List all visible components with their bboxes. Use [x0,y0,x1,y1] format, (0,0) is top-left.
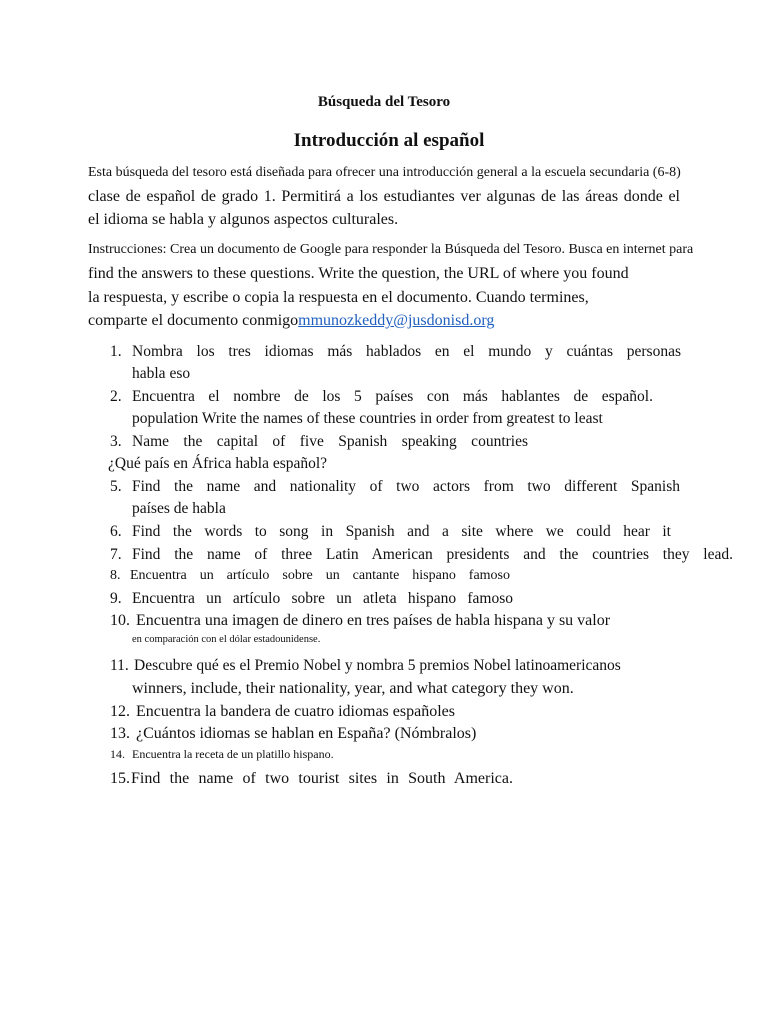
question-12-line-1: Encuentra la bandera de cuatro idiomas españoles [136,703,455,720]
question-8-number: 8. [110,568,121,583]
instructions-line-1: Instrucciones: Crea un documento de Google para responder la Búsqueda del Tesoro. Busca en internet para [88,242,694,257]
question-2-number: 2. [110,388,122,405]
question-13-number: 13. [110,725,130,742]
question-10-number: 10. [110,612,130,629]
question-10-line-1: Encuentra una imagen de dinero en tres países de habla hispana y su valor [136,612,611,629]
question-9-number: 9. [110,590,122,607]
question-3-number: 3. [110,433,122,450]
document-title: Búsqueda del Tesoro [317,94,451,110]
intro-line-1: Esta búsqueda del tesoro está diseñada para ofrecer una introducción general a la escuela secundaria (6-8) [88,165,681,180]
question-5-line-1: Find the name and nationality of two actors from two different Spanish [132,478,680,495]
question-5-line-2: países de habla [132,500,226,517]
question-14-number: 14. [110,747,125,761]
question-10-line-2: en comparación con el dólar estadounidense. [132,634,321,645]
question-5-number: 5. [110,478,122,495]
question-15-number: 15. [110,770,130,787]
question-3-line-1: Name the capital of five Spanish speaking countries [132,433,528,450]
email-link[interactable]: mmunozkeddy@jusdonisd.org [298,312,495,329]
question-1-number: 1. [110,343,122,360]
question-14-line-1: Encuentra la receta de un platillo hispano. [132,747,334,761]
question-8-line-1: Encuentra un artículo sobre un cantante hispano famoso [130,568,510,583]
document-subtitle: Introducción al español [293,130,485,151]
question-11-line-2: winners, include, their nationality, year, and what category they won. [132,680,574,697]
question-4-line-1: ¿Qué país en África habla español? [108,455,328,472]
question-7-line-1: Find the name of three Latin American presidents and the countries they lead. [132,546,733,563]
question-2-line-1: Encuentra el nombre de los 5 países con más hablantes de español. [132,388,653,405]
question-6-line-1: Find the words to song in Spanish and a site where we could hear it [132,523,671,540]
question-1-line-2: habla eso [132,365,191,382]
instructions-line-4 [88,312,494,330]
instructions-line-3: la respuesta, y escribe o copia la respuesta en el documento. Cuando termines, [88,289,589,306]
question-12-number: 12. [110,703,130,720]
question-9-line-1: Encuentra un artículo sobre un atleta hispano famoso [132,590,513,607]
question-11-line-1: Descubre qué es el Premio Nobel y nombra 5 premios Nobel latinoamericanos [134,657,621,674]
question-2-line-2: population Write the names of these countries in order from greatest to least [132,410,603,427]
question-13-line-1: ¿Cuántos idiomas se hablan en España? (Nómbralos) [136,725,477,742]
intro-line-3: el idioma se habla y algunos aspectos culturales. [88,211,399,228]
question-15-line-1: Find the name of two tourist sites in South America. [131,770,513,787]
instructions-line-4-text: comparte el documento conmigo [88,312,299,329]
instructions-line-2: find the answers to these questions. Write the question, the URL of where you found [88,265,629,282]
question-7-number: 7. [110,546,122,563]
intro-line-2: clase de español de grado 1. Permitirá a los estudiantes ver algunas de las áreas donde el [88,188,680,205]
question-6-number: 6. [110,523,122,540]
question-11-number: 11. [110,657,129,674]
question-1-line-1: Nombra los tres idiomas más hablados en el mundo y cuántas personas [132,343,681,360]
